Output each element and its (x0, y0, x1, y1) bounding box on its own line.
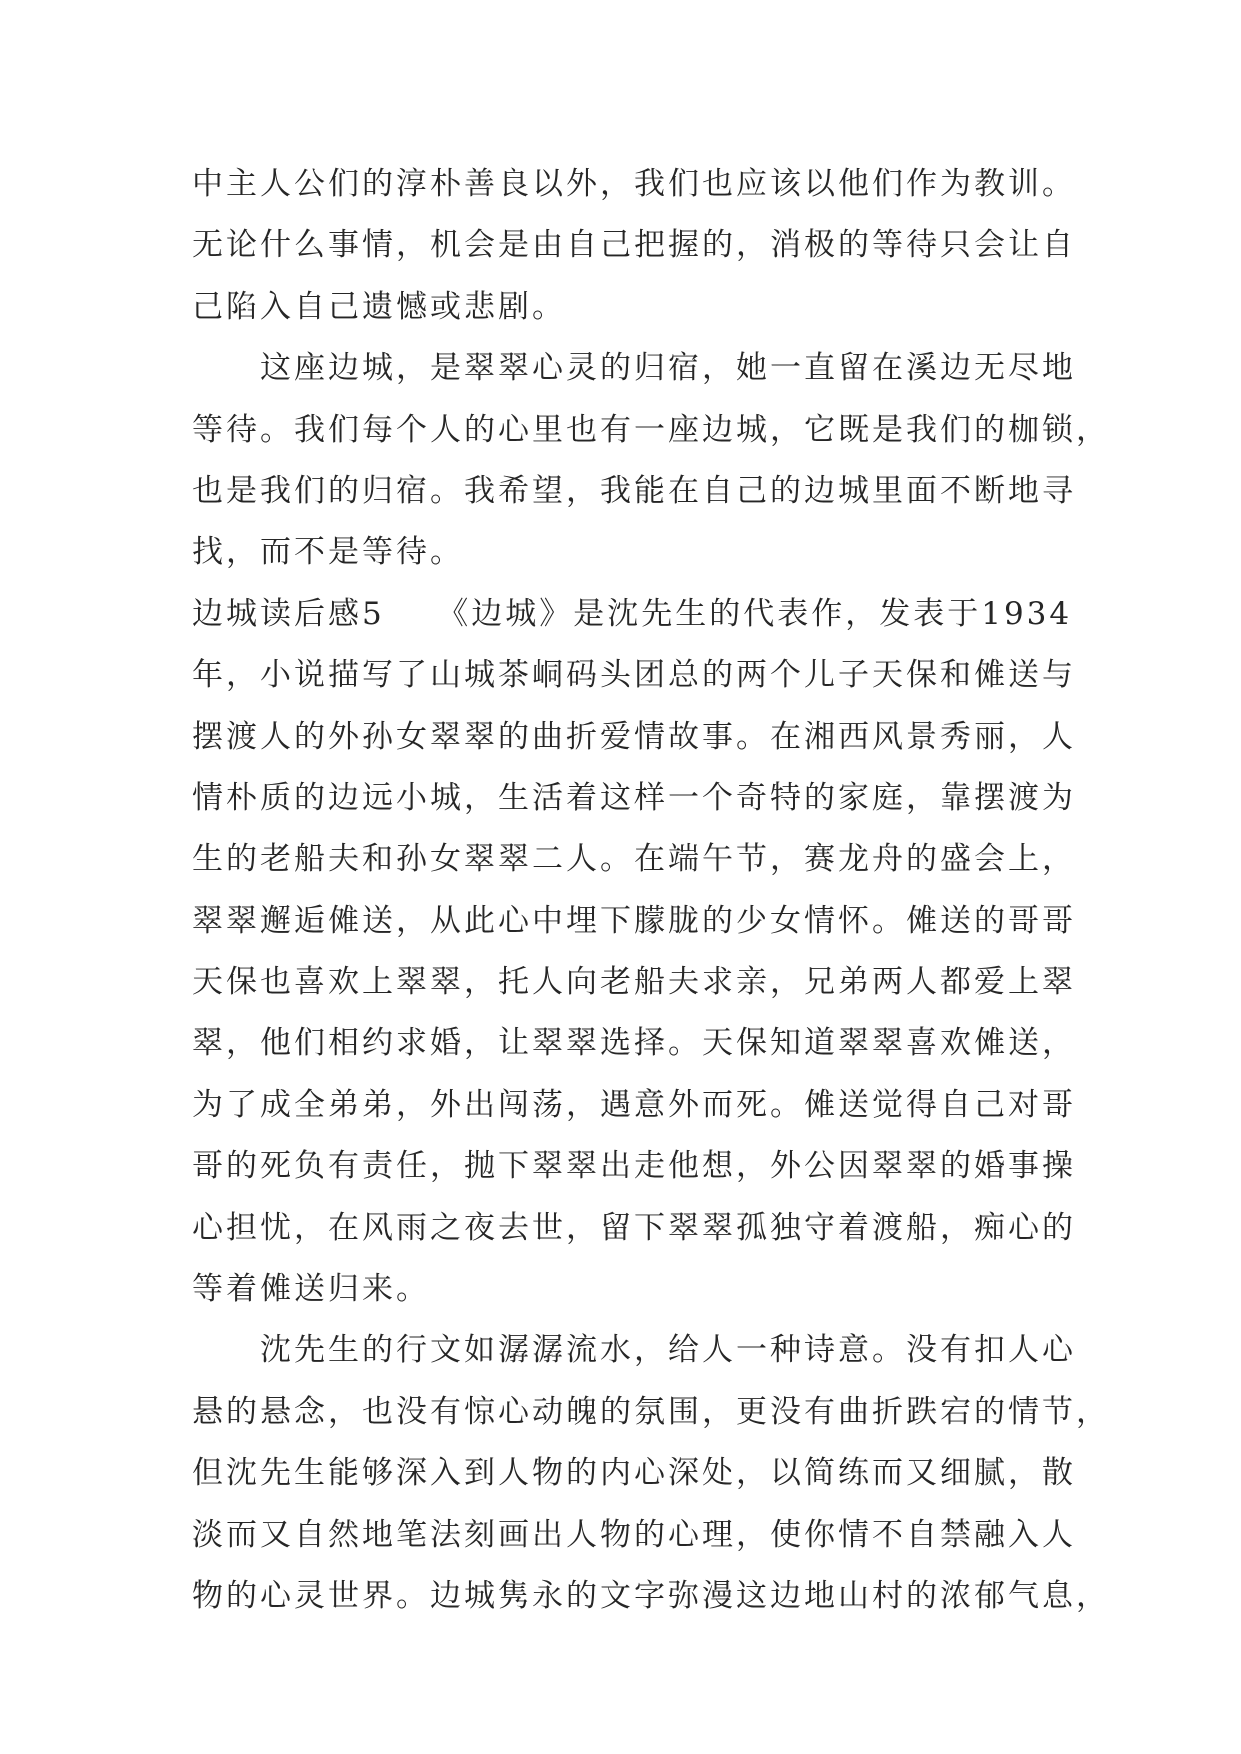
text-line: 年，小说描写了山城茶峒码头团总的两个儿子天保和傩送与 (192, 657, 1076, 694)
text-line: 情朴质的边远小城，生活着这样一个奇特的家庭，靠摆渡为 (192, 779, 1076, 816)
text-line: 悬的悬念，也没有惊心动魄的氛围，更没有曲折跌宕的情节， (192, 1393, 1110, 1430)
text-line: 为了成全弟弟，外出闯荡，遇意外而死。傩送觉得自己对哥 (192, 1086, 1076, 1123)
text-line: 等着傩送归来。 (192, 1271, 430, 1308)
text-line: 物的心灵世界。边城隽永的文字弥漫这边地山村的浓郁气息， (192, 1577, 1110, 1614)
text-line: 中主人公们的淳朴善良以外，我们也应该以他们作为教训。 (192, 166, 1076, 202)
text-line: 天保也喜欢上翠翠，托人向老船夫求亲，兄弟两人都爱上翠 (192, 964, 1076, 1001)
body-text (192, 154, 1110, 1627)
text-line: 生的老船夫和孙女翠翠二人。在端午节，赛龙舟的盛会上， (192, 841, 1076, 878)
text-line: 等待。我们每个人的心里也有一座边城，它既是我们的枷锁， (192, 411, 1110, 448)
text-line: 但沈先生能够深入到人物的内心深处，以简练而又细腻，散 (192, 1455, 1076, 1492)
text-line: 己陷入自己遗憾或悲剧。 (192, 288, 566, 325)
text-line: 找，而不是等待。 (192, 534, 464, 571)
text-line: 翠翠邂逅傩送，从此心中埋下朦胧的少女情怀。傩送的哥哥 (192, 902, 1076, 939)
text-line: 无论什么事情，机会是由自己把握的，消极的等待只会让自 (192, 227, 1076, 264)
text-line: 沈先生的行文如潺潺流水，给人一种诗意。没有扣人心 (192, 1332, 1076, 1369)
section-heading-line: 边城读后感5 《边城》是沈先生的代表作，发表于1934 (192, 595, 1073, 632)
text-line: 这座边城，是翠翠心灵的归宿，她一直留在溪边无尽地 (192, 350, 1076, 387)
text-line: 摆渡人的外孙女翠翠的曲折爱情故事。在湘西风景秀丽，人 (192, 718, 1076, 755)
text-line: 翠，他们相约求婚，让翠翠选择。天保知道翠翠喜欢傩送， (192, 1025, 1076, 1062)
text-line: 哥的死负有责任，抛下翠翠出走他想，外公因翠翠的婚事操 (192, 1148, 1076, 1185)
text-line: 也是我们的归宿。我希望，我能在自己的边城里面不断地寻 (192, 472, 1076, 509)
text-line: 淡而又自然地笔法刻画出人物的心理，使你情不自禁融入人 (192, 1516, 1076, 1553)
text-line: 心担忧，在风雨之夜去世，留下翠翠孤独守着渡船，痴心的 (192, 1209, 1076, 1246)
